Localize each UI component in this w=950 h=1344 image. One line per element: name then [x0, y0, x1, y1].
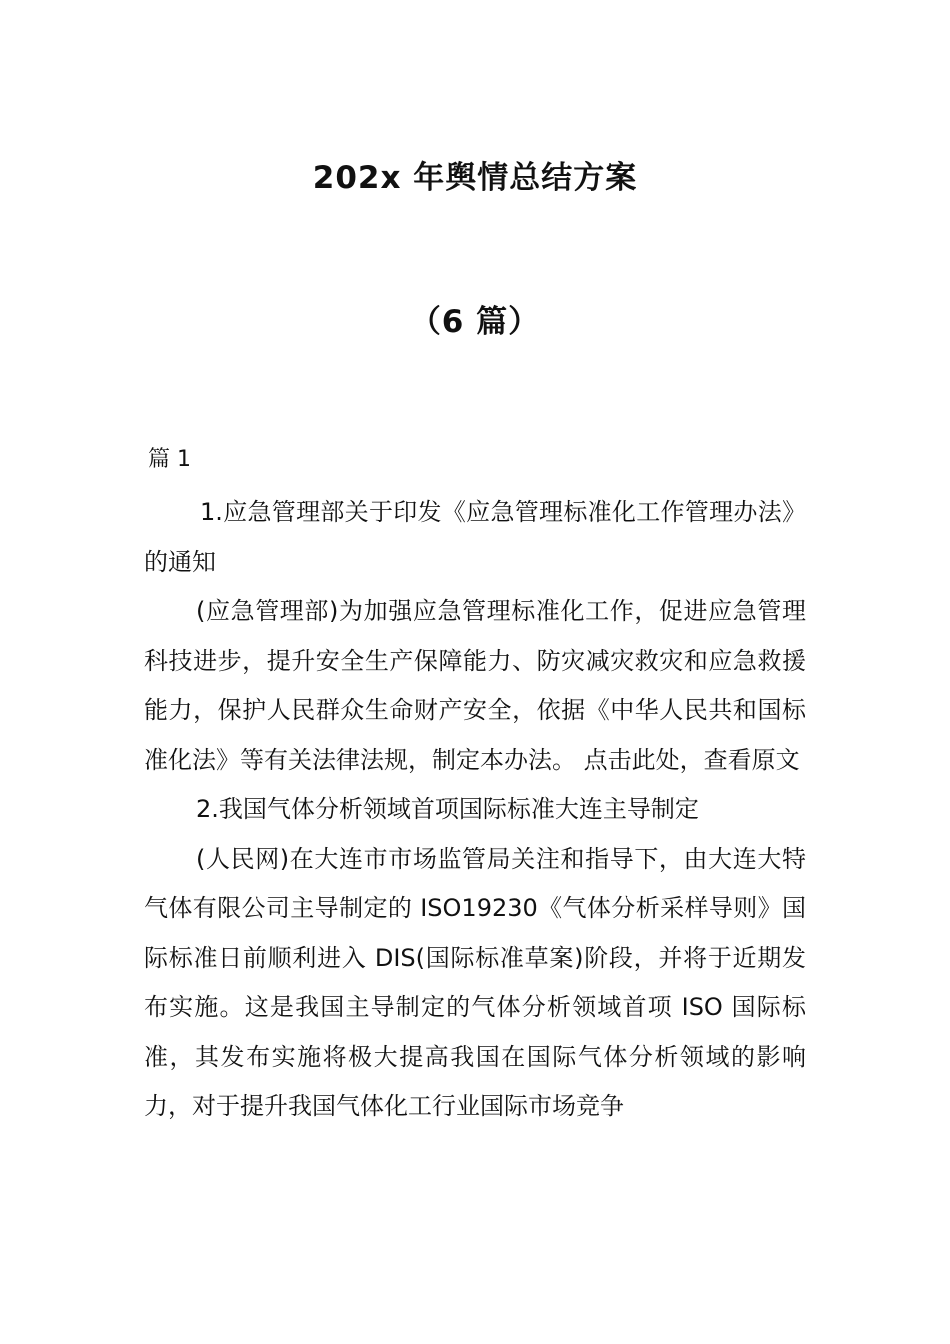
document-subtitle: （6 篇） — [409, 304, 541, 340]
section-label: 篇 1 — [148, 447, 191, 472]
paragraph-body-1: (应急管理部)为加强应急管理标准化工作，促进应急管理科技进步，提升安全生产保障能力、防灾减灾救灾和应急救援能力，保护人民群众生命财产安全，依据《中华人民共和国标准化法》等有关法律法规，制定本办法。 点击此处，查看原文 — [144, 597, 806, 774]
paragraph-body-2: (人民网)在大连市市场监管局关注和指导下，由大连大特气体有限公司主导制定的 ISO19230《气体分析采样导则》国际标准日前顺利进入 DIS(国际标准草案)阶段，并将于近期发布实施。这是我国主导制定的气体分析领域首项 ISO 国际标准，其发布实施将极大提高我国在国际气体分析领域的影响力，对于提升我国气体化工行业国际市场竞争 — [144, 844, 806, 1120]
paragraph-heading-1: 1.应急管理部关于印发《应急管理标准化工作管理办法》的通知 — [144, 498, 806, 576]
paragraph-heading-2: 2.我国气体分析领域首项国际标准大连主导制定 — [196, 795, 699, 823]
document-body — [144, 488, 806, 1132]
document-title: 202x 年舆情总结方案 — [312, 160, 638, 196]
